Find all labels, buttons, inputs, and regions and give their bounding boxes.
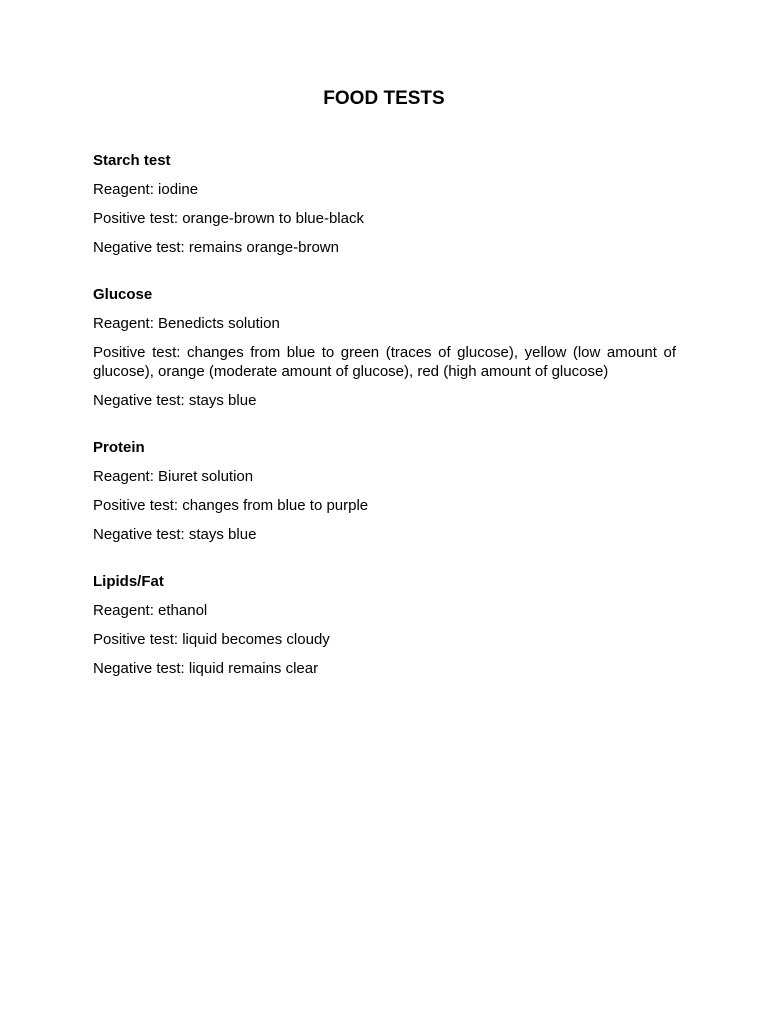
section-protein — [93, 438, 676, 544]
section-heading: Protein — [93, 439, 145, 456]
negative-test-line: Negative test: remains orange-brown — [93, 239, 339, 256]
section-heading: Lipids/Fat — [93, 573, 164, 590]
negative-test-line: Negative test: liquid remains clear — [93, 660, 319, 677]
document-body — [93, 151, 676, 706]
positive-test-line: Positive test: changes from blue to green (traces of glucose), yellow (low amount of glucose), orange (moderate amount of glucose), red (high amount of glucose) — [93, 344, 676, 380]
section-starch-test — [93, 151, 676, 257]
reagent-line: Reagent: iodine — [93, 181, 199, 198]
positive-test-line: Positive test: orange-brown to blue-black — [93, 210, 364, 227]
page-title: FOOD TESTS — [323, 88, 445, 109]
section-lipids-fat — [93, 572, 676, 678]
section-heading: Glucose — [93, 286, 153, 303]
positive-test-line: Positive test: changes from blue to purple — [93, 497, 369, 514]
negative-test-line: Negative test: stays blue — [93, 526, 257, 543]
reagent-line: Reagent: Biuret solution — [93, 468, 254, 485]
reagent-line: Reagent: ethanol — [93, 602, 208, 619]
section-heading: Starch test — [93, 152, 171, 169]
positive-test-line: Positive test: liquid becomes cloudy — [93, 631, 330, 648]
negative-test-line: Negative test: stays blue — [93, 392, 257, 409]
section-glucose — [93, 285, 676, 410]
reagent-line: Reagent: Benedicts solution — [93, 315, 280, 332]
